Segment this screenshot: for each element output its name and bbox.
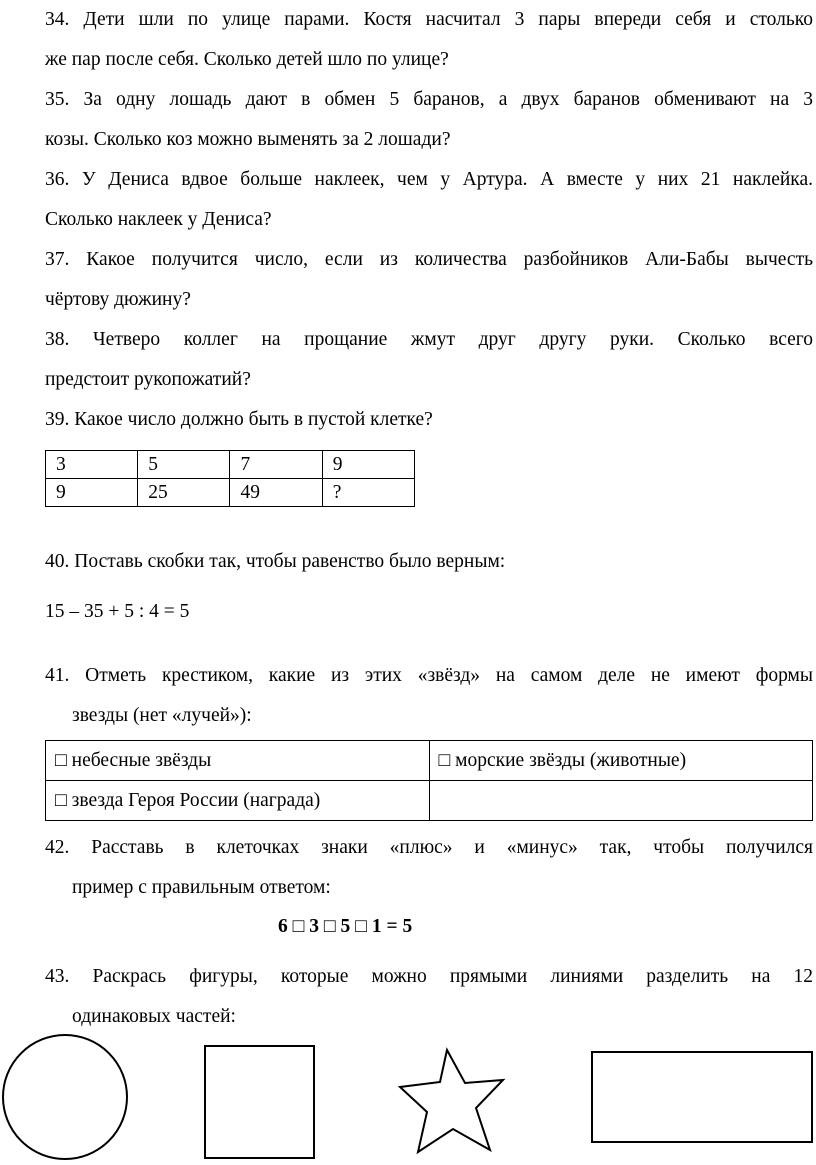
problem-39-text: 39. Какое число должно быть в пустой клетке? [45,409,433,430]
table-row [46,781,813,821]
table-cell: 5 [138,451,230,479]
table-cell: 9 [46,479,138,507]
problem-42-expression: 6 □ 3 □ 5 □ 1 = 5 [278,916,413,937]
sequence-table [45,450,415,507]
stars-options-table [45,740,813,821]
problem-43-line2: одинаковых частей: [72,1006,236,1027]
problem-34-line1: 34. Дети шли по улице парами. Костя насчитал 3 пары впереди себя и столько [45,9,813,30]
problem-41-line2: звезды (нет «лучей»): [72,705,252,726]
problem-37-line1: 37. Какое получится число, если из количества разбойников Али-Бабы вычесть [45,249,813,270]
option-checkbox[interactable]: □ морские звёзды (животные) [429,741,813,781]
problem-40-text: 40. Поставь скобки так, чтобы равенство было верным: [45,551,506,572]
problem-42-line1: 42. Расставь в клеточках знаки «плюс» и «минус» так, чтобы получился [45,837,813,858]
problem-38-line2: предстоит рукопожатий? [45,369,251,390]
star-shape[interactable] [400,1050,503,1152]
circle-shape[interactable] [3,1035,127,1159]
table-cell: 9 [322,451,414,479]
problem-40-expression: 15 – 35 + 5 : 4 = 5 [45,601,190,622]
table-cell-unknown[interactable]: ? [322,479,414,507]
table-row [46,741,813,781]
table-row [46,451,415,479]
option-checkbox[interactable]: □ небесные звёзды [46,741,430,781]
problem-36-line2: Сколько наклеек у Дениса? [45,209,272,230]
problem-37-line2: чёртову дюжину? [45,289,191,310]
problem-42-line2: пример с правильным ответом: [72,877,331,898]
square-shape[interactable] [205,1046,314,1158]
problem-41-line1: 41. Отметь крестиком, какие из этих «звёзд» на самом деле не имеют формы [45,665,813,686]
problem-36-line1: 36. У Дениса вдвое больше наклеек, чем у Артура. А вместе у них 21 наклейка. [45,169,813,190]
table-row [46,479,415,507]
table-cell: 3 [46,451,138,479]
rectangle-shape[interactable] [592,1052,812,1142]
problem-35-line1: 35. За одну лошадь дают в обмен 5 баранов, а двух баранов обменивают на 3 [45,89,813,110]
problem-38-line1: 38. Четверо коллег на прощание жмут друг другу руки. Сколько всего [45,329,813,350]
table-cell: 49 [230,479,322,507]
table-cell: 25 [138,479,230,507]
option-checkbox[interactable]: □ звезда Героя России (награда) [46,781,430,821]
problem-43-line1: 43. Раскрась фигуры, которые можно прямыми линиями разделить на 12 [45,966,813,987]
problem-34-line2: же пар после себя. Сколько детей шло по улице? [45,49,449,70]
option-empty-cell [429,781,813,821]
table-cell: 7 [230,451,322,479]
shapes-figure [0,1030,816,1165]
problem-35-line2: козы. Сколько коз можно выменять за 2 лошади? [45,129,451,150]
